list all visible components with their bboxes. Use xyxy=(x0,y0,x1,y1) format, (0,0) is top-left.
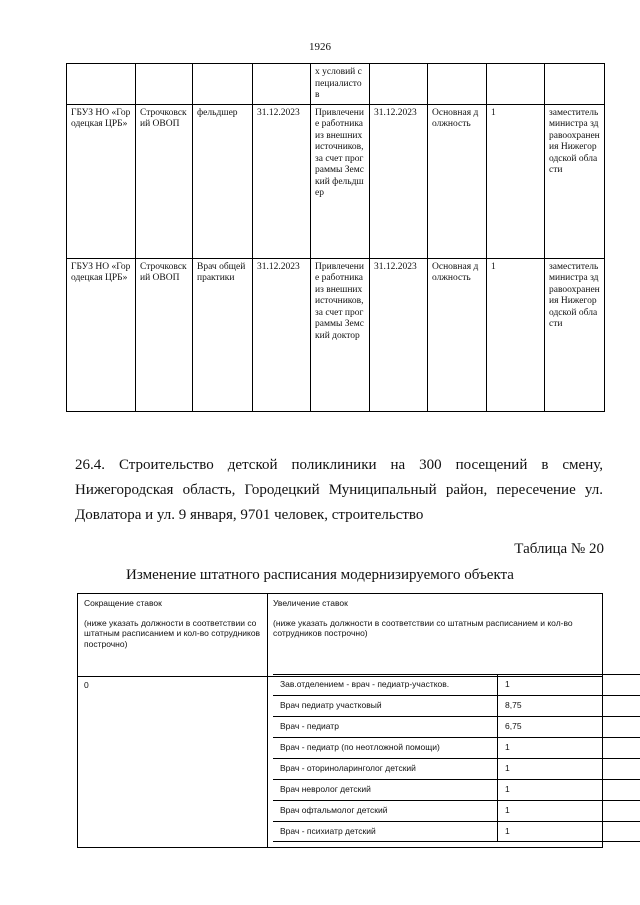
table-cell: х условий специалистов xyxy=(311,64,370,105)
table-row xyxy=(67,104,605,258)
table-cell: 1 xyxy=(487,258,545,411)
table-cell: фельдшер xyxy=(193,104,253,258)
reduction-header xyxy=(84,598,262,649)
position-name: Врач - оториноларинголог детский xyxy=(280,763,416,773)
table-row xyxy=(273,716,640,737)
table-cell: 31.12.2023 xyxy=(370,104,428,258)
table-row xyxy=(273,737,640,758)
table-row xyxy=(67,64,605,105)
reduction-note: (ниже указать должности в соответствии со штатным расписанием и кол-во сотрудников построчно) xyxy=(84,617,261,649)
section-heading: 26.4. Строительство детской поликлиники на 300 посещений в смену, Нижегородская область, Городецкий Муниципальный район, пересечение ул. Довлатора и ул. 9 января, 9701 человек, строительство xyxy=(75,457,603,523)
position-count: 1 xyxy=(497,675,510,695)
table-cell xyxy=(253,64,311,105)
position-name: Врач - педиатр (по неотложной помощи) xyxy=(280,742,440,752)
reduction-value: 0 xyxy=(84,680,89,690)
table-row xyxy=(273,779,640,800)
position-name: Зав.отделением - врач - педиатр-участков. xyxy=(280,679,450,689)
table-cell xyxy=(370,64,428,105)
table-cell xyxy=(487,64,545,105)
table-cell: Привлечение работника из внешних источников, за счет программы Земский доктор xyxy=(311,258,370,411)
table-cell: Основная должность xyxy=(428,258,487,411)
increase-title: Увеличение ставок xyxy=(273,598,348,608)
position-count: 1 xyxy=(497,780,510,800)
position-name: Врач педиатр участковый xyxy=(280,700,382,710)
table-cell: 31.12.2023 xyxy=(370,258,428,411)
position-count: 6,75 xyxy=(497,717,522,737)
table-cell: ГБУЗ НО «Городецкая ЦРБ» xyxy=(67,104,136,258)
table-cell: ГБУЗ НО «Городецкая ЦРБ» xyxy=(67,258,136,411)
table-cell: Привлечение работника из внешних источников, за счет программы Земский фельдшер xyxy=(311,104,370,258)
position-name: Врач офтальмолог детский xyxy=(280,805,388,815)
reduction-title: Сокращение ставок xyxy=(84,598,162,608)
staffing-table xyxy=(66,63,605,412)
table-row xyxy=(67,258,605,411)
table-row xyxy=(273,821,640,842)
table-row xyxy=(273,695,640,716)
position-name: Врач невролог детский xyxy=(280,784,371,794)
position-count: 1 xyxy=(497,738,510,758)
table-cell xyxy=(428,64,487,105)
column-divider xyxy=(267,594,268,847)
table-cell: Строчковский ОВОП xyxy=(136,104,193,258)
position-name: Врач - педиатр xyxy=(280,721,339,731)
table-cell: Строчковский ОВОП xyxy=(136,258,193,411)
table-cell: 31.12.2023 xyxy=(253,258,311,411)
position-count: 1 xyxy=(497,801,510,821)
position-count: 8,75 xyxy=(497,696,522,716)
position-name: Врач - психиатр детский xyxy=(280,826,376,836)
table-cell: Врач общей практики xyxy=(193,258,253,411)
table-cell: 31.12.2023 xyxy=(253,104,311,258)
increase-header xyxy=(273,598,599,639)
increase-note: (ниже указать должности в соответствии со штатным расписанием и кол-во сотрудников построчно) xyxy=(273,617,573,638)
table-cell xyxy=(193,64,253,105)
table-cell xyxy=(67,64,136,105)
table-number: Таблица № 20 xyxy=(514,541,604,557)
position-count: 1 xyxy=(497,759,510,779)
table-cell: Основная должность xyxy=(428,104,487,258)
table-row xyxy=(273,800,640,821)
table-row xyxy=(273,674,640,695)
table-title: Изменение штатного расписания модернизируемого объекта xyxy=(126,567,514,583)
table-row xyxy=(273,758,640,779)
table-cell xyxy=(136,64,193,105)
table-cell xyxy=(545,64,605,105)
table-cell: заместитель министра здравоохранения Нижегородской области xyxy=(545,258,605,411)
table-cell: заместитель министра здравоохранения Нижегородской области xyxy=(545,104,605,258)
position-count: 1 xyxy=(497,822,510,841)
increase-rows xyxy=(273,674,640,842)
page-number: 1926 xyxy=(309,41,331,53)
table-cell: 1 xyxy=(487,104,545,258)
